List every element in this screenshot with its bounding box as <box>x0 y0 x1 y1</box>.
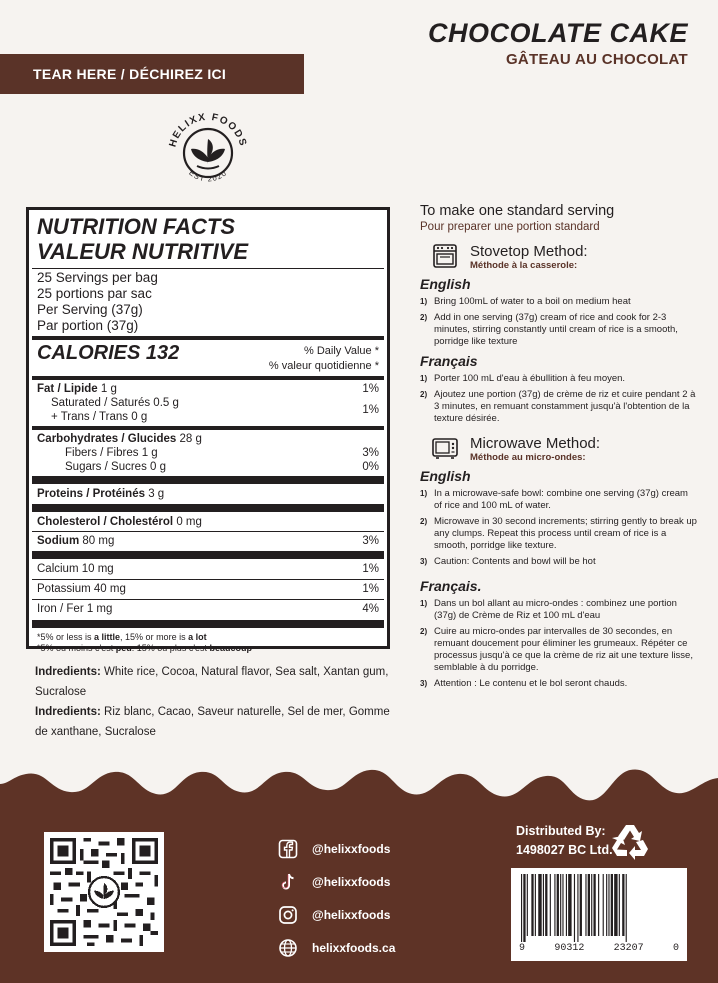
calories-row <box>37 342 379 374</box>
protein-row <box>37 486 379 502</box>
sugar-label: Sugars / Sucres <box>65 461 147 473</box>
divider <box>32 376 384 380</box>
fiber-dv: 3% <box>362 447 379 459</box>
barcode-bar <box>554 874 555 936</box>
instagram-handle: @helixxfoods <box>312 908 391 922</box>
list-item <box>420 373 698 385</box>
servings-per-bag-en: 25 Servings per bag <box>37 270 158 285</box>
barcode-bar <box>591 874 592 936</box>
barcode-bar <box>614 874 617 936</box>
divider <box>32 426 384 430</box>
trans-row <box>37 410 179 424</box>
barcode-bar <box>611 874 613 936</box>
divider <box>32 531 384 532</box>
step-text: Cuire au micro-ondes par intervalles de 30 secondes, en remuant doucement pour éliminer les grumeaux. Répéter ce processus jusqu'à ce que la crème de riz ait une texture lisse, semblable à du porridge. <box>434 626 693 673</box>
list-item <box>420 516 698 552</box>
step-number: 1) <box>420 489 428 498</box>
foot-en-b: a little <box>94 632 121 642</box>
sugar-row <box>37 460 379 474</box>
list-item <box>420 312 698 348</box>
protein-label: Proteins / Protéinés <box>37 488 146 500</box>
make-title-fr: Pour preparer une portion standard <box>420 221 600 233</box>
serving-size-fr: Par portion (37g) <box>37 318 139 333</box>
microwave-title: Microwave Method: <box>470 435 601 452</box>
sat-value: 0.5 g <box>153 397 179 409</box>
distributor-label: Distributed By: <box>516 824 606 838</box>
barcode-digit-2: 90312 <box>554 943 585 954</box>
fiber-label: Fibers / Fibres <box>65 447 139 459</box>
foot-fr-b: peu <box>115 643 132 653</box>
tiktok-handle: @helixxfoods <box>312 875 391 889</box>
saturated-row <box>37 396 179 410</box>
barcode-bar <box>568 874 571 936</box>
carb-value: 28 g <box>179 433 202 445</box>
step-number: 1) <box>420 374 428 383</box>
tear-strip[interactable] <box>0 54 304 94</box>
step-number: 2) <box>420 390 428 399</box>
sat-trans-group <box>37 396 379 424</box>
tear-label: TEAR HERE / DÉCHIREZ ICI <box>33 66 227 82</box>
divider <box>32 551 384 559</box>
list-item <box>420 488 698 512</box>
ingredients-fr <box>35 702 395 742</box>
barcode-digit-1: 9 <box>519 943 526 954</box>
ingredients-en <box>35 662 395 702</box>
barcode-bars <box>519 874 679 942</box>
barcode-bar <box>566 874 567 936</box>
instagram-icon <box>278 905 298 925</box>
helixx-logo <box>163 108 253 198</box>
instagram-link[interactable] <box>278 904 395 926</box>
daily-value-header <box>269 344 379 374</box>
facebook-link[interactable] <box>278 838 395 860</box>
barcode <box>511 868 687 961</box>
foot-fr-c: . 15% ou plus c'est <box>131 643 210 653</box>
chol-value: 0 mg <box>176 516 202 528</box>
ingredients <box>35 662 395 742</box>
barcode-bar <box>550 874 551 936</box>
stovetop-french-steps <box>420 373 698 425</box>
barcode-bar <box>545 874 547 936</box>
foot-en-c: , 15% or more is <box>120 632 189 642</box>
step-number: 3) <box>420 679 428 688</box>
barcode-bar <box>585 874 586 936</box>
divider <box>32 476 384 484</box>
barcode-bar <box>598 874 599 936</box>
chol-label: Cholesterol / Cholestérol <box>37 516 174 528</box>
stovetop-english-label: English <box>420 276 471 292</box>
barcode-bar <box>538 874 541 936</box>
carb-row <box>37 432 379 446</box>
footnote-fr <box>37 643 379 654</box>
step-number: 2) <box>420 627 428 636</box>
distributor <box>516 822 613 860</box>
stovetop-french-label: Français <box>420 353 478 369</box>
divider <box>32 620 384 628</box>
step-text: Dans un bol allant au micro-ondes : combinez une portion (37g) de Crème de Riz et 100 mL d'eau <box>434 598 677 621</box>
tiktok-icon <box>278 872 298 892</box>
ingredients-fr-label: Indredients: <box>35 706 101 718</box>
iron-row <box>37 601 379 618</box>
stovetop-title: Stovetop Method: <box>470 243 588 260</box>
protein-value: 3 g <box>148 488 165 500</box>
nutrition-facts-panel <box>26 207 390 653</box>
fat-label: Fat / Lipide <box>37 383 98 395</box>
barcode-bar <box>608 874 609 936</box>
list-item <box>420 296 698 308</box>
list-item <box>420 598 698 622</box>
fat-value: 1 g <box>100 383 117 395</box>
dv-fr: % valeur quotidienne * <box>268 360 379 372</box>
footnote-en <box>37 632 379 643</box>
social-links <box>278 838 395 970</box>
barcode-bar <box>531 874 533 936</box>
barcode-bar <box>626 874 627 942</box>
fiber-row <box>37 446 379 460</box>
divider <box>32 336 384 340</box>
microwave-title-fr: Méthode au micro-ondes: <box>470 452 586 463</box>
nutrition-title-en: NUTRITION FACTS <box>37 214 235 239</box>
barcode-digit-4: 0 <box>672 943 679 954</box>
calcium-label: Calcium 10 mg <box>37 563 114 575</box>
nutrition-title-fr: VALEUR NUTRITIVE <box>37 239 249 264</box>
barcode-bar <box>535 874 536 936</box>
trans-label: + Trans / Trans <box>51 411 129 423</box>
cholesterol-row <box>37 514 379 530</box>
barcode-bar <box>622 874 624 936</box>
barcode-bar <box>606 874 607 936</box>
barcode-bar <box>593 874 595 936</box>
divider <box>32 599 384 600</box>
step-text: Ajoutez une portion (37g) de crème de riz et cuire pendant 2 à 3 minutes, en remuant constamment jusqu'à l'obtention de la texture désirée. <box>434 389 696 424</box>
step-number: 1) <box>420 599 428 608</box>
step-text: Microwave in 30 second increments; stirring gently to break up any clumps. Repeat this process until cream of rice is a smooth, porridge like texture. <box>434 516 697 551</box>
product-subtitle: GÂTEAU AU CHOCOLAT <box>505 51 688 68</box>
microwave-french-label: Français. <box>420 578 482 594</box>
barcode-digits <box>519 943 679 954</box>
qr-code-icon <box>50 838 158 946</box>
microwave-icon <box>432 435 458 461</box>
list-item <box>420 626 698 674</box>
product-title: CHOCOLATE CAKE <box>428 18 688 48</box>
fat-dv: 1% <box>362 383 379 395</box>
barcode-bar <box>543 874 544 936</box>
step-text: Bring 100mL of water to a boil on medium heat <box>434 296 631 307</box>
potassium-dv: 1% <box>362 583 379 595</box>
recycle-icon <box>608 822 652 862</box>
stovetop-title-fr: Méthode à la casserole: <box>470 260 578 271</box>
sat-trans-dv: 1% <box>362 404 379 416</box>
microwave-english-steps <box>420 488 698 568</box>
list-item <box>420 678 698 690</box>
sugar-value: 0 g <box>150 461 167 473</box>
qr-code[interactable] <box>44 832 164 952</box>
step-text: Porter 100 mL d'eau à ébullition à feu moyen. <box>434 373 626 384</box>
barcode-bar <box>580 874 582 936</box>
ingredients-fr-text: Riz blanc, Cacao, Saveur naturelle, Sel de mer, Gomme de xanthane, Sucralose <box>35 706 390 738</box>
calcium-row <box>37 561 379 578</box>
stovetop-english-steps <box>420 296 698 348</box>
divider <box>32 579 384 580</box>
barcode-bar <box>619 874 620 936</box>
barcode-bar <box>577 874 578 942</box>
website-link[interactable] <box>278 937 395 959</box>
barcode-digit-3: 23207 <box>613 943 644 954</box>
barcode-bar <box>574 874 575 942</box>
barcode-bar <box>560 874 561 936</box>
barcode-bar <box>562 874 563 936</box>
sodium-label: Sodium <box>37 535 80 547</box>
step-number: 3) <box>420 557 428 566</box>
logo-top-text: HELIXX FOODS <box>167 111 249 149</box>
iron-label: Iron / Fer 1 mg <box>37 603 113 615</box>
divider <box>32 268 384 269</box>
barcode-bar <box>557 874 559 936</box>
step-number: 2) <box>420 517 428 526</box>
title-block <box>428 18 688 68</box>
website-url: helixxfoods.ca <box>312 941 396 955</box>
microwave-french-steps <box>420 598 698 690</box>
sat-label: Saturated / Saturés <box>51 397 151 409</box>
servings-per-bag-fr: 25 portions par sac <box>37 286 152 301</box>
iron-dv: 4% <box>362 603 379 615</box>
step-number: 1) <box>420 297 428 306</box>
sodium-value: 80 mg <box>82 535 115 547</box>
logo-bottom-text: EST 2020 <box>187 168 229 184</box>
step-number: 2) <box>420 313 428 322</box>
sodium-dv: 3% <box>362 535 379 547</box>
trans-value: 0 g <box>131 411 148 423</box>
barcode-bar <box>521 874 522 942</box>
stove-icon <box>432 243 458 269</box>
make-title-en: To make one standard serving <box>420 203 615 219</box>
barcode-bar <box>523 874 525 942</box>
foot-fr-d: beaucoup <box>209 643 253 653</box>
globe-icon <box>278 938 298 958</box>
step-text: Caution: Contents and bowl will be hot <box>434 556 596 567</box>
fat-row <box>37 382 379 396</box>
facebook-icon <box>278 839 298 859</box>
dv-en: % Daily Value * <box>304 345 379 357</box>
microwave-method-header <box>432 435 698 463</box>
facebook-handle: @helixxfoods <box>312 842 391 856</box>
ingredients-en-text: White rice, Cocoa, Natural flavor, Sea salt, Xantan gum, Sucralose <box>35 666 389 698</box>
microwave-english-label: English <box>420 468 471 484</box>
list-item <box>420 556 698 568</box>
foot-en-d: a lot <box>188 632 207 642</box>
potassium-row <box>37 581 379 598</box>
calories: CALORIES 132 <box>37 342 180 364</box>
calcium-dv: 1% <box>362 563 379 575</box>
foot-fr-a: *5% ou moins c'est <box>37 643 116 653</box>
stovetop-method-header <box>432 243 698 271</box>
step-text: Add in one serving (37g) cream of rice and cook for 2-3 minutes, stirring constantly until cream of rice is a smooth, porridge like texture <box>434 312 678 347</box>
barcode-bar <box>588 874 590 936</box>
potassium-label: Potassium 40 mg <box>37 583 126 595</box>
tiktok-link[interactable] <box>278 871 395 893</box>
ingredients-en-label: Indredients: <box>35 666 101 678</box>
fiber-value: 1 g <box>141 447 158 459</box>
sodium-row <box>37 533 379 549</box>
divider <box>32 504 384 512</box>
barcode-bar <box>527 874 528 936</box>
list-item <box>420 389 698 425</box>
sugar-dv: 0% <box>362 461 379 473</box>
instructions <box>420 203 698 690</box>
step-text: In a microwave-safe bowl: combine one serving (37g) cream of rice and 100 mL of water. <box>434 488 688 511</box>
svg-text:EST 2020 <box>187 168 229 183</box>
foot-en-a: *5% or less is <box>37 632 95 642</box>
barcode-bar <box>603 874 604 936</box>
serving-size-en: Per Serving (37g) <box>37 302 143 317</box>
step-text: Attention : Le contenu et le bol seront chauds. <box>434 678 628 689</box>
carb-label: Carbohydrates / Glucides <box>37 433 177 445</box>
distributor-name: 1498027 BC Ltd. <box>516 843 613 857</box>
